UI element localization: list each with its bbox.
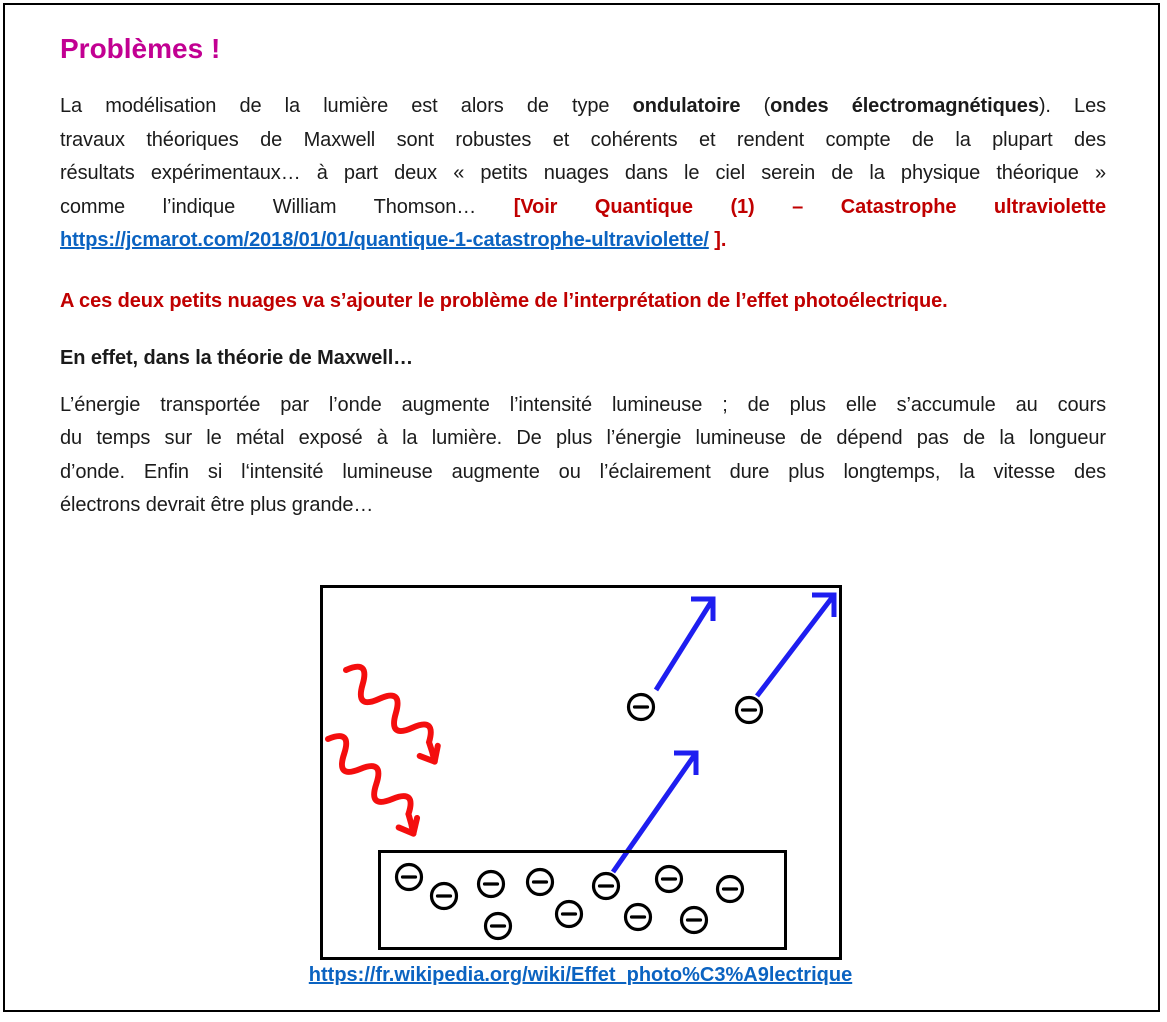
text-run-red: ]. — [708, 229, 727, 251]
figure-frame — [321, 586, 840, 958]
text-run-red: [Voir Quantique (1) – Catastrophe ultraviolette — [513, 195, 1106, 218]
text-run: comme l’indique William Thomson… — [60, 195, 514, 218]
wikipedia-link[interactable]: https://fr.wikipedia.org/wiki/Effet_photo%C3%A9lectrique — [308, 963, 853, 986]
figure-container — [55, 585, 1106, 960]
document-content — [5, 32, 1158, 989]
paragraph-intro — [60, 90, 1106, 258]
paragraph-line — [60, 224, 1106, 258]
paragraph-maxwell-lead: En effet, dans la théorie de Maxwell… — [60, 347, 414, 369]
text-run-bold: ondulatoire — [632, 95, 741, 117]
paragraph-line: d’onde. Enfin si l‘intensité lumineuse augmente ou l’éclairement dure plus longtemps, la vitesse des — [60, 460, 1106, 483]
document-page — [3, 3, 1160, 1012]
figure-caption — [55, 962, 1106, 989]
page-title: Problèmes ! — [60, 33, 221, 64]
paragraph-line: travaux théoriques de Maxwell sont robustes et cohérents et rendent compte de la plupart des — [60, 128, 1106, 151]
paragraph-line — [60, 191, 1106, 225]
paragraph-line: L’énergie transportée par l’onde augmente l’intensité lumineuse ; de plus elle s’accumule au cours — [60, 393, 1106, 416]
paragraph-energy — [60, 389, 1106, 523]
quantique-article-link[interactable]: https://jcmarot.com/2018/01/01/quantique-1-catastrophe-ultraviolette/ — [60, 229, 709, 251]
text-run-bold: ondes électromagnétiques — [770, 95, 1039, 117]
paragraph-line: électrons devrait être plus grande… — [60, 494, 374, 516]
paragraph-line: du temps sur le métal exposé à la lumière. De plus l’énergie lumineuse de dépend pas de la longueur — [60, 427, 1106, 449]
text-run: ). Les — [1038, 95, 1106, 117]
paragraph-problem-statement: A ces deux petits nuages va s’ajouter le problème de l’interprétation de l’effet photoélectrique. — [60, 289, 948, 312]
paragraph-line: résultats expérimentaux… à part deux « petits nuages dans le ciel serein de la physique théorique » — [60, 162, 1106, 184]
paragraph-line — [60, 90, 1106, 124]
text-run: La modélisation de la lumière est alors de type — [60, 95, 633, 117]
photoelectric-effect-diagram — [320, 585, 842, 960]
text-run: ( — [740, 95, 771, 117]
